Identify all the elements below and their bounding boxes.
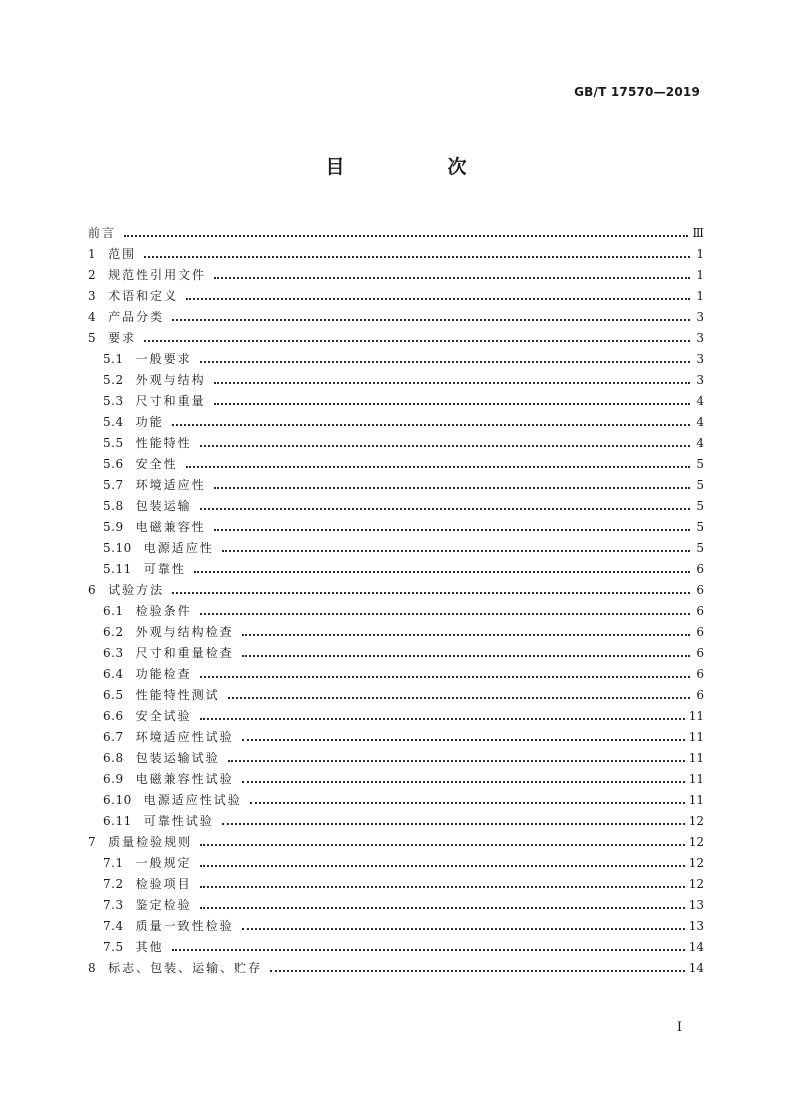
dot-leader <box>172 424 690 426</box>
toc-page: 5 <box>696 457 704 471</box>
toc-page: 11 <box>688 730 704 744</box>
toc-num: 6.2 <box>103 625 124 639</box>
dot-leader <box>186 466 690 468</box>
toc-title: 规范性引用文件 <box>108 268 207 282</box>
toc-title: 安全试验 <box>135 709 192 723</box>
toc-title: 安全性 <box>135 457 178 471</box>
toc-entry-5-4[interactable] <box>88 409 704 430</box>
toc-title: 质量一致性检验 <box>135 919 234 933</box>
toc-entry-5[interactable] <box>88 325 704 346</box>
dot-leader <box>144 340 690 342</box>
toc-title: 术语和定义 <box>108 289 179 303</box>
standard-code: GB/T 17570—2019 <box>574 85 700 99</box>
toc-page: 11 <box>688 772 704 786</box>
toc-entry-6-6[interactable] <box>88 703 704 724</box>
table-of-contents <box>88 220 704 976</box>
dot-leader <box>242 928 685 930</box>
dot-leader <box>214 529 690 531</box>
toc-num: 3 <box>88 289 97 303</box>
toc-num: 6.4 <box>103 667 124 681</box>
dot-leader <box>200 718 685 720</box>
toc-entry-6-8[interactable] <box>88 745 704 766</box>
toc-page: 3 <box>696 373 704 387</box>
toc-num: 5.9 <box>103 520 124 534</box>
toc-entry-6-5[interactable] <box>88 682 704 703</box>
toc-page: 3 <box>696 352 704 366</box>
toc-title: 环境适应性试验 <box>135 730 234 744</box>
toc-entry-5-3[interactable] <box>88 388 704 409</box>
toc-num: 7.4 <box>103 919 124 933</box>
toc-page: 5 <box>696 520 704 534</box>
toc-page: Ⅲ <box>692 226 704 240</box>
toc-title: 质量检验规则 <box>108 835 193 849</box>
toc-page: 12 <box>688 814 704 828</box>
toc-num: 5 <box>88 331 97 345</box>
toc-entry-5-8[interactable] <box>88 493 704 514</box>
toc-title: 一般要求 <box>135 352 192 366</box>
toc-page: 4 <box>696 436 704 450</box>
toc-num: 5.11 <box>103 562 132 576</box>
toc-num: 8 <box>88 961 97 975</box>
dot-leader <box>200 445 690 447</box>
toc-page: 4 <box>696 394 704 408</box>
dot-leader <box>200 676 690 678</box>
toc-title: 包装运输 <box>135 499 192 513</box>
dot-leader <box>228 697 690 699</box>
toc-title: 电磁兼容性试验 <box>135 772 234 786</box>
toc-page: 6 <box>696 646 704 660</box>
toc-num: 1 <box>88 247 97 261</box>
page-number: I <box>676 1020 682 1035</box>
toc-page: 11 <box>688 751 704 765</box>
toc-entry-3[interactable] <box>88 283 704 304</box>
toc-num: 5.6 <box>103 457 124 471</box>
toc-num: 5.2 <box>103 373 124 387</box>
toc-page: 6 <box>696 688 704 702</box>
toc-entry-5-7[interactable] <box>88 472 704 493</box>
toc-title: 外观与结构 <box>135 373 206 387</box>
toc-page: 12 <box>688 856 704 870</box>
toc-entry-5-10[interactable] <box>88 535 704 556</box>
toc-num: 6.1 <box>103 604 124 618</box>
toc-page: 6 <box>696 667 704 681</box>
toc-entry-7-4[interactable] <box>88 913 704 934</box>
toc-num: 5.1 <box>103 352 124 366</box>
dot-leader <box>200 907 685 909</box>
toc-page: 12 <box>688 835 704 849</box>
toc-entry-6-3[interactable] <box>88 640 704 661</box>
toc-title: 要求 <box>108 331 137 345</box>
toc-page: 3 <box>696 331 704 345</box>
dot-leader <box>186 298 690 300</box>
toc-title: 外观与结构检查 <box>135 625 234 639</box>
toc-entry-6[interactable] <box>88 577 704 598</box>
dot-leader <box>200 886 685 888</box>
toc-entry-2[interactable] <box>88 262 704 283</box>
toc-num: 4 <box>88 310 97 324</box>
toc-page: 6 <box>696 583 704 597</box>
toc-entry-5-1[interactable] <box>88 346 704 367</box>
toc-entry-6-9[interactable] <box>88 766 704 787</box>
toc-num: 7.1 <box>103 856 124 870</box>
toc-num: 5.8 <box>103 499 124 513</box>
toc-entry-5-11[interactable] <box>88 556 704 577</box>
dot-leader <box>222 823 685 825</box>
toc-num: 5.5 <box>103 436 124 450</box>
toc-num: 2 <box>88 268 97 282</box>
toc-title: 电磁兼容性 <box>135 520 206 534</box>
dot-leader <box>242 634 690 636</box>
dot-leader <box>144 256 690 258</box>
toc-num: 7.3 <box>103 898 124 912</box>
toc-num: 5.4 <box>103 415 124 429</box>
toc-title: 范围 <box>108 247 137 261</box>
dot-leader <box>242 781 685 783</box>
toc-num: 6.11 <box>103 814 132 828</box>
toc-entry-6-10[interactable] <box>88 787 704 808</box>
toc-page: 6 <box>696 562 704 576</box>
toc-title: 试验方法 <box>108 583 165 597</box>
dot-leader <box>242 739 685 741</box>
toc-title: 性能特性测试 <box>135 688 220 702</box>
toc-num: 6.7 <box>103 730 124 744</box>
dot-leader <box>172 949 685 951</box>
dot-leader <box>214 403 690 405</box>
toc-num: 5.3 <box>103 394 124 408</box>
dot-leader <box>228 760 685 762</box>
toc-entry-5-5[interactable] <box>88 430 704 451</box>
toc-title: 检验条件 <box>135 604 192 618</box>
dot-leader <box>124 235 688 237</box>
toc-entry-7[interactable] <box>88 829 704 850</box>
toc-entry-6-4[interactable] <box>88 661 704 682</box>
toc-entry-foreword[interactable] <box>88 220 704 241</box>
dot-leader <box>214 382 690 384</box>
toc-num: 6 <box>88 583 97 597</box>
toc-entry-8[interactable] <box>88 955 704 976</box>
toc-page: 11 <box>688 793 704 807</box>
toc-entry-5-6[interactable] <box>88 451 704 472</box>
toc-num: 6.9 <box>103 772 124 786</box>
toc-title: 性能特性 <box>135 436 192 450</box>
toc-entry-7-5[interactable] <box>88 934 704 955</box>
toc-num: 5.7 <box>103 478 124 492</box>
toc-title: 包装运输试验 <box>135 751 220 765</box>
toc-entry-5-2[interactable] <box>88 367 704 388</box>
toc-num: 7 <box>88 835 97 849</box>
toc-page: 1 <box>696 247 704 261</box>
toc-entry-7-1[interactable] <box>88 850 704 871</box>
toc-page: 13 <box>688 898 704 912</box>
toc-title: 功能检查 <box>135 667 192 681</box>
toc-title: 产品分类 <box>108 310 165 324</box>
toc-num: 6.5 <box>103 688 124 702</box>
toc-title: 电源适应性试验 <box>143 793 242 807</box>
dot-leader <box>200 865 685 867</box>
toc-title: 标志、包装、运输、贮存 <box>108 961 263 975</box>
toc-title: 一般规定 <box>135 856 192 870</box>
toc-num: 7.5 <box>103 940 124 954</box>
toc-title: 环境适应性 <box>135 478 206 492</box>
toc-page: 6 <box>696 604 704 618</box>
toc-entry-4[interactable] <box>88 304 704 325</box>
toc-title: 电源适应性 <box>143 541 214 555</box>
toc-num: 7.2 <box>103 877 124 891</box>
toc-num: 6.10 <box>103 793 132 807</box>
toc-entry-6-1[interactable] <box>88 598 704 619</box>
toc-entry-7-2[interactable] <box>88 871 704 892</box>
toc-page: 1 <box>696 268 704 282</box>
dot-leader <box>172 319 690 321</box>
toc-page: 3 <box>696 310 704 324</box>
toc-entry-6-7[interactable] <box>88 724 704 745</box>
toc-entry-1[interactable] <box>88 241 704 262</box>
toc-title: 功能 <box>135 415 164 429</box>
toc-entry-6-2[interactable] <box>88 619 704 640</box>
toc-title: 其他 <box>135 940 164 954</box>
toc-num: 6.3 <box>103 646 124 660</box>
toc-page: 5 <box>696 499 704 513</box>
toc-title: 鉴定检验 <box>135 898 192 912</box>
dot-leader <box>214 277 690 279</box>
dot-leader <box>242 655 690 657</box>
toc-page: 14 <box>688 961 704 975</box>
dot-leader <box>270 970 685 972</box>
toc-page: 14 <box>688 940 704 954</box>
dot-leader <box>172 592 690 594</box>
toc-title: 可靠性 <box>143 562 186 576</box>
toc-num: 5.10 <box>103 541 132 555</box>
toc-entry-5-9[interactable] <box>88 514 704 535</box>
toc-page: 12 <box>688 877 704 891</box>
toc-title: 可靠性试验 <box>143 814 214 828</box>
page-title: 目 次 <box>325 156 509 178</box>
toc-page: 5 <box>696 541 704 555</box>
toc-title: 前言 <box>88 226 117 240</box>
toc-num: 6.6 <box>103 709 124 723</box>
dot-leader <box>222 550 690 552</box>
toc-page: 6 <box>696 625 704 639</box>
dot-leader <box>214 487 690 489</box>
toc-title: 检验项目 <box>135 877 192 891</box>
dot-leader <box>200 613 690 615</box>
dot-leader <box>194 571 690 573</box>
toc-page: 4 <box>696 415 704 429</box>
toc-entry-7-3[interactable] <box>88 892 704 913</box>
dot-leader <box>200 361 690 363</box>
toc-page: 11 <box>688 709 704 723</box>
toc-title: 尺寸和重量检查 <box>135 646 234 660</box>
toc-num: 6.8 <box>103 751 124 765</box>
dot-leader <box>200 844 685 846</box>
dot-leader <box>200 508 690 510</box>
toc-page: 13 <box>688 919 704 933</box>
toc-page: 1 <box>696 289 704 303</box>
toc-entry-6-11[interactable] <box>88 808 704 829</box>
toc-page: 5 <box>696 478 704 492</box>
dot-leader <box>250 802 685 804</box>
toc-title: 尺寸和重量 <box>135 394 206 408</box>
